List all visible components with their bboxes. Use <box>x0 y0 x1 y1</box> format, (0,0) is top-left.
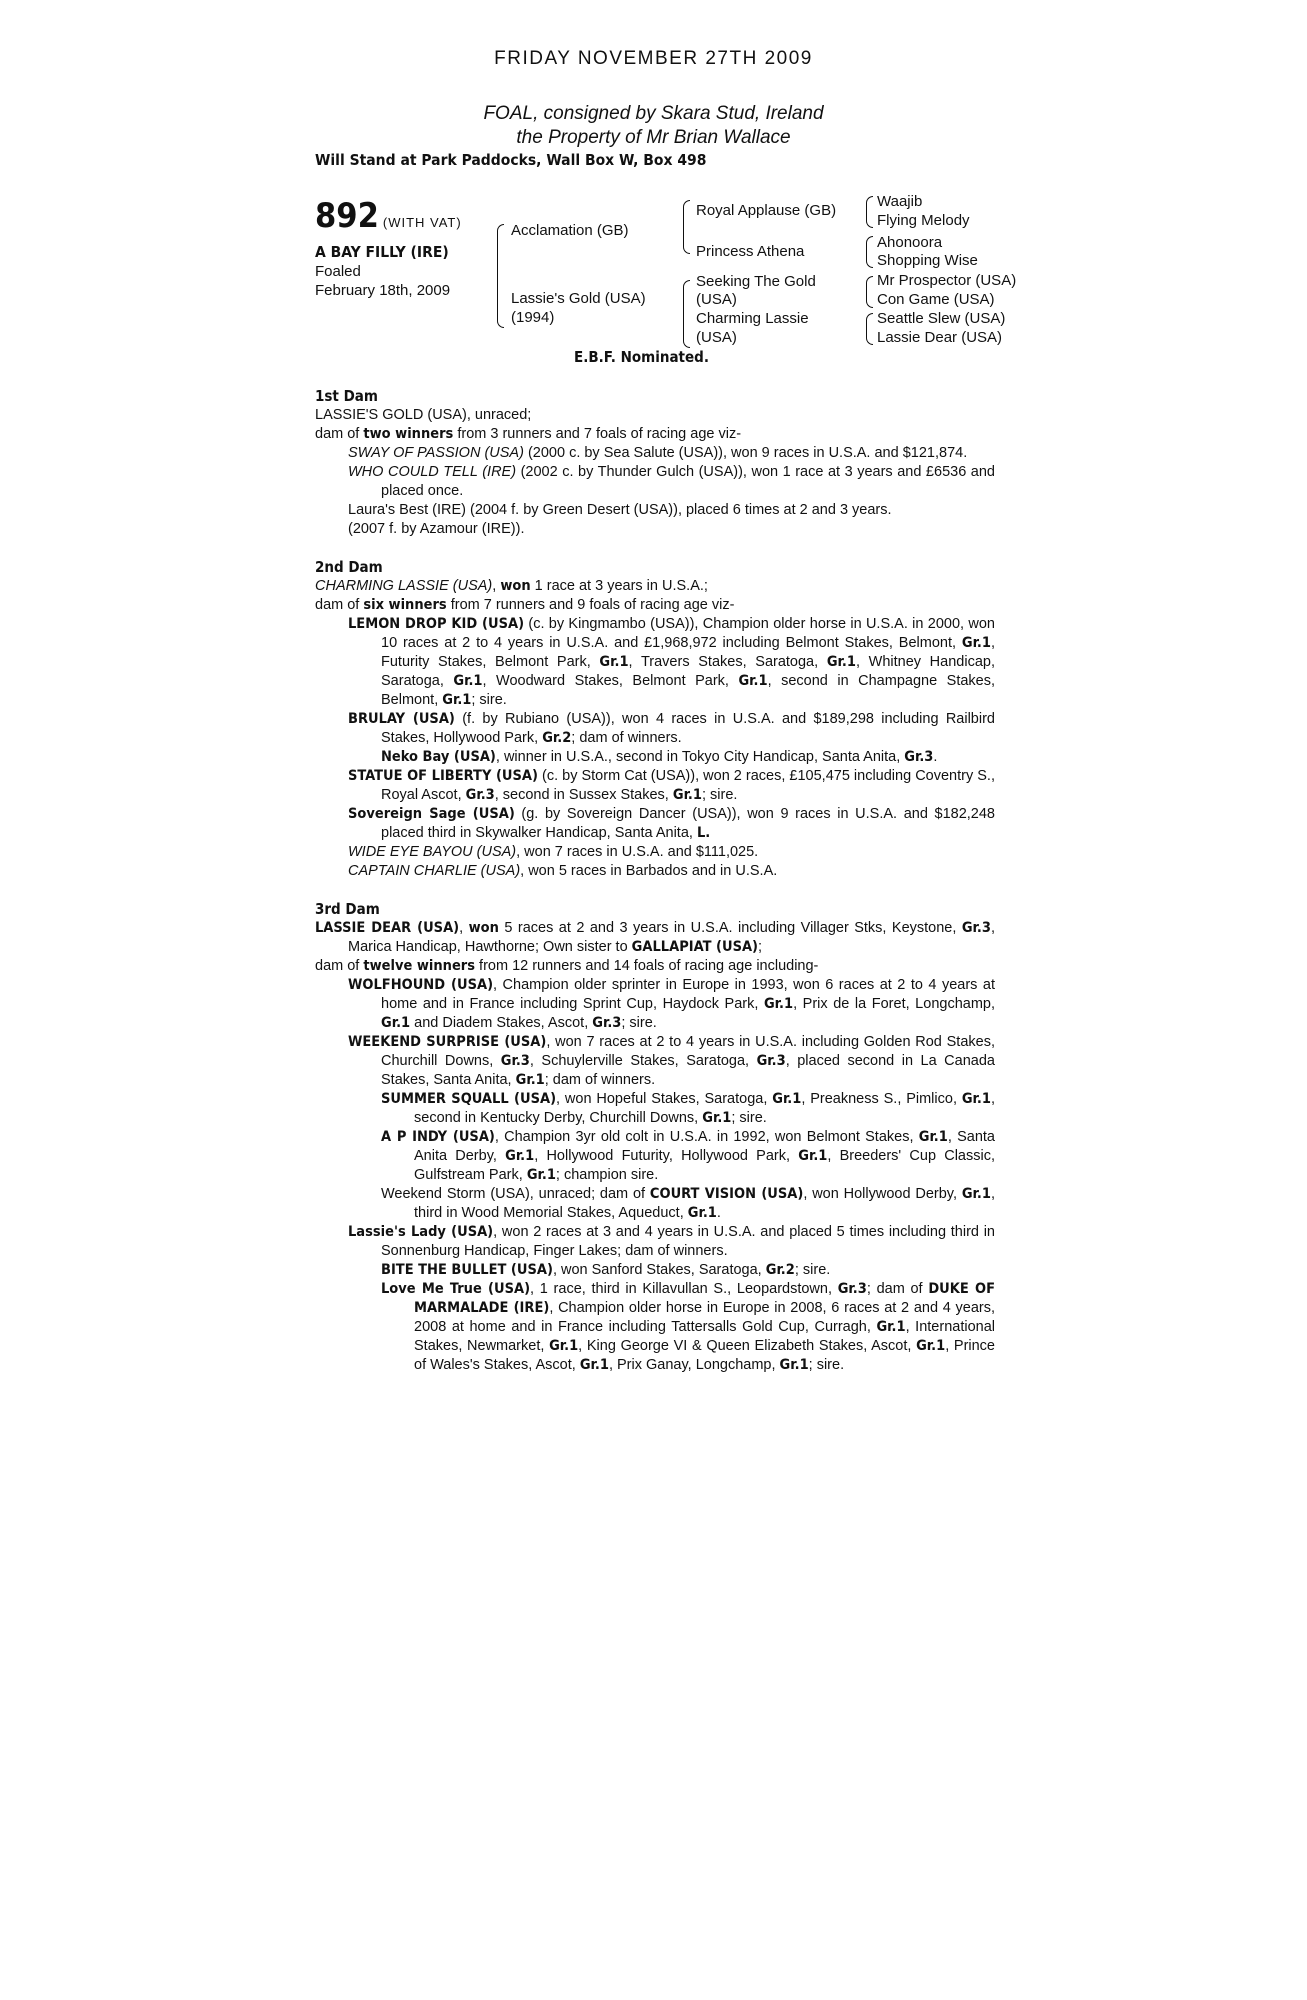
stand-location: Will Stand at Park Paddocks, Wall Box W, Box 498 <box>315 151 707 169</box>
pedigree-brace-dam <box>683 280 690 348</box>
consignor-line: FOAL, consigned by Skara Stud, Ireland <box>483 103 824 124</box>
produce-entry: STATUE OF LIBERTY (USA) (c. by Storm Cat (USA)), won 2 races, £105,475 including Coventry S., Royal Ascot, Gr.3, second in Sussex Stakes, Gr.1; sire. <box>348 768 995 803</box>
produce-entry: Sovereign Sage (USA) (g. by Sovereign Dancer (USA)), won 9 races in U.S.A. and $182,248 placed third in Skywalker Handicap, Santa Anita, L. <box>348 806 995 841</box>
first-dam-name: LASSIE'S GOLD (USA), unraced; <box>315 407 532 423</box>
pedigree-dam-dam-suffix: (USA) <box>696 329 737 346</box>
pedigree-brace-sd <box>866 236 873 268</box>
pedigree-sss: Waajib <box>877 193 923 210</box>
produce-entry: CAPTAIN CHARLIE (USA), won 5 races in Barbados and in U.S.A. <box>348 863 778 879</box>
pedigree-sds: Ahonoora <box>877 234 943 251</box>
second-dam-heading: 2nd Dam <box>315 558 383 576</box>
second-dam-name: CHARMING LASSIE (USA), won 1 race at 3 years in U.S.A.; <box>315 578 708 594</box>
ebf-nominated: E.B.F. Nominated. <box>574 348 709 366</box>
first-dam-summary: dam of two winners from 3 runners and 7 foals of racing age viz- <box>315 426 742 442</box>
lot-number: 892 <box>315 196 379 236</box>
produce-entry: Laura's Best (IRE) (2004 f. by Green Desert (USA)), placed 6 times at 2 and 3 years. <box>348 502 892 518</box>
pedigree-sire-sire: Royal Applause (GB) <box>696 202 837 219</box>
pedigree-ddd: Lassie Dear (USA) <box>877 329 1003 346</box>
pedigree-brace-dd <box>866 313 873 345</box>
pedigree-brace-sire <box>683 200 690 254</box>
foaled-label: Foaled <box>315 263 361 280</box>
produce-entry: SUMMER SQUALL (USA), won Hopeful Stakes, Saratoga, Gr.1, Preakness S., Pimlico, Gr.1, second in Kentucky Derby, Churchill Downs, Gr.1; sire. <box>381 1091 995 1126</box>
second-dam-summary: dam of six winners from 7 runners and 9 foals of racing age viz- <box>315 597 735 613</box>
pedigree-dam-year: (1994) <box>511 309 555 326</box>
pedigree-ssd: Flying Melody <box>877 212 970 229</box>
pedigree-dam-sire: Seeking The Gold <box>696 273 816 290</box>
pedigree-sire-dam: Princess Athena <box>696 243 805 260</box>
foaled-date: February 18th, 2009 <box>315 282 451 299</box>
pedigree-sdd: Shopping Wise <box>877 252 978 269</box>
pedigree-dds: Seattle Slew (USA) <box>877 310 1006 327</box>
pedigree-sire: Acclamation (GB) <box>511 222 629 239</box>
third-dam-summary: dam of twelve winners from 12 runners and 14 foals of racing age including- <box>315 958 819 974</box>
property-line: the Property of Mr Brian Wallace <box>516 127 791 148</box>
pedigree-dsd: Con Game (USA) <box>877 291 995 308</box>
pedigree-brace-main <box>497 224 504 328</box>
pedigree-brace-ds <box>866 276 873 308</box>
produce-entry: WIDE EYE BAYOU (USA), won 7 races in U.S.A. and $111,025. <box>348 844 759 860</box>
sale-date-header: FRIDAY NOVEMBER 27TH 2009 <box>494 48 813 69</box>
produce-entry: A P INDY (USA), Champion 3yr old colt in U.S.A. in 1992, won Belmont Stakes, Gr.1, Santa Anita Derby, Gr.1, Hollywood Futurity, Hollywood Park, Gr.1, Breeders' Cup Classic, Gulfstream Park, Gr.1; champion sire. <box>381 1129 995 1183</box>
produce-entry: BITE THE BULLET (USA), won Sanford Stakes, Saratoga, Gr.2; sire. <box>381 1262 831 1278</box>
first-dam-heading: 1st Dam <box>315 387 378 405</box>
pedigree-dam-sire-suffix: (USA) <box>696 291 737 308</box>
produce-entry: LEMON DROP KID (USA) (c. by Kingmambo (USA)), Champion older horse in U.S.A. in 2000, won 10 races at 2 to 4 years in U.S.A. and £1,968,972 including Belmont Stakes, Belmont, Gr.1, Futurity Stakes, Belmont Park, Gr.1, Travers Stakes, Saratoga, Gr.1, Whitney Handicap, Saratoga, Gr.1, Woodward Stakes, Belmont Park, Gr.1, second in Champagne Stakes, Belmont, Gr.1; sire. <box>348 616 996 708</box>
produce-entry: Neko Bay (USA), winner in U.S.A., second in Tokyo City Handicap, Santa Anita, Gr.3. <box>381 749 938 765</box>
produce-record <box>315 387 995 1375</box>
produce-entry: WEEKEND SURPRISE (USA), won 7 races at 2 to 4 years in U.S.A. including Golden Rod Stakes, Churchill Downs, Gr.3, Schuylerville Stakes, Saratoga, Gr.3, placed second in La Canada Stakes, Santa Anita, Gr.1; dam of winners. <box>348 1034 995 1088</box>
produce-entry: WHO COULD TELL (IRE) (2002 c. by Thunder Gulch (USA)), won 1 race at 3 years and £6536 and placed once. <box>348 464 995 499</box>
produce-entry: SWAY OF PASSION (USA) (2000 c. by Sea Salute (USA)), won 9 races in U.S.A. and $121,874. <box>348 445 968 461</box>
third-dam-name: LASSIE DEAR (USA), won 5 races at 2 and 3 years in U.S.A. including Villager Stks, Keystone, Gr.3, Marica Handicap, Hawthorne; Own sister to GALLAPIAT (USA); <box>315 920 995 955</box>
produce-entry: Lassie's Lady (USA), won 2 races at 3 and 4 years in U.S.A. and placed 5 times including third in Sonnenburg Handicap, Finger Lakes; dam of winners. <box>348 1224 995 1259</box>
pedigree-brace-ss <box>866 196 873 228</box>
pedigree-dss: Mr Prospector (USA) <box>877 272 1017 289</box>
produce-entry: BRULAY (USA) (f. by Rubiano (USA)), won 4 races in U.S.A. and $189,298 including Railbird Stakes, Hollywood Park, Gr.2; dam of winners. <box>348 711 995 746</box>
produce-entry: WOLFHOUND (USA), Champion older sprinter in Europe in 1993, won 6 races at 2 to 4 years at home and in France including Sprint Cup, Haydock Park, Gr.1, Prix de la Foret, Longchamp, Gr.1 and Diadem Stakes, Ascot, Gr.3; sire. <box>348 977 995 1031</box>
produce-entry: Love Me True (USA), 1 race, third in Killavullan S., Leopardstown, Gr.3; dam of DUKE OF MARMALADE (IRE), Champion older horse in Europe in 2008, 6 races at 2 and 4 years, 2008 at home and in France including Tattersalls Gold Cup, Curragh, Gr.1, International Stakes, Newmarket, Gr.1, King George VI & Queen Elizabeth Stakes, Ascot, Gr.1, Prince of Wales's Stakes, Ascot, Gr.1, Prix Ganay, Longchamp, Gr.1; sire. <box>381 1281 995 1373</box>
lot-header <box>315 196 462 236</box>
produce-entry: (2007 f. by Azamour (IRE)). <box>348 521 525 537</box>
vat-note: (WITH VAT) <box>382 215 462 230</box>
third-dam-heading: 3rd Dam <box>315 900 380 918</box>
pedigree-dam-dam: Charming Lassie <box>696 310 809 327</box>
pedigree-dam: Lassie's Gold (USA) <box>511 290 646 307</box>
lot-name: A BAY FILLY (IRE) <box>315 243 449 261</box>
produce-entry: Weekend Storm (USA), unraced; dam of COURT VISION (USA), won Hollywood Derby, Gr.1, third in Wood Memorial Stakes, Aqueduct, Gr.1. <box>381 1186 995 1221</box>
